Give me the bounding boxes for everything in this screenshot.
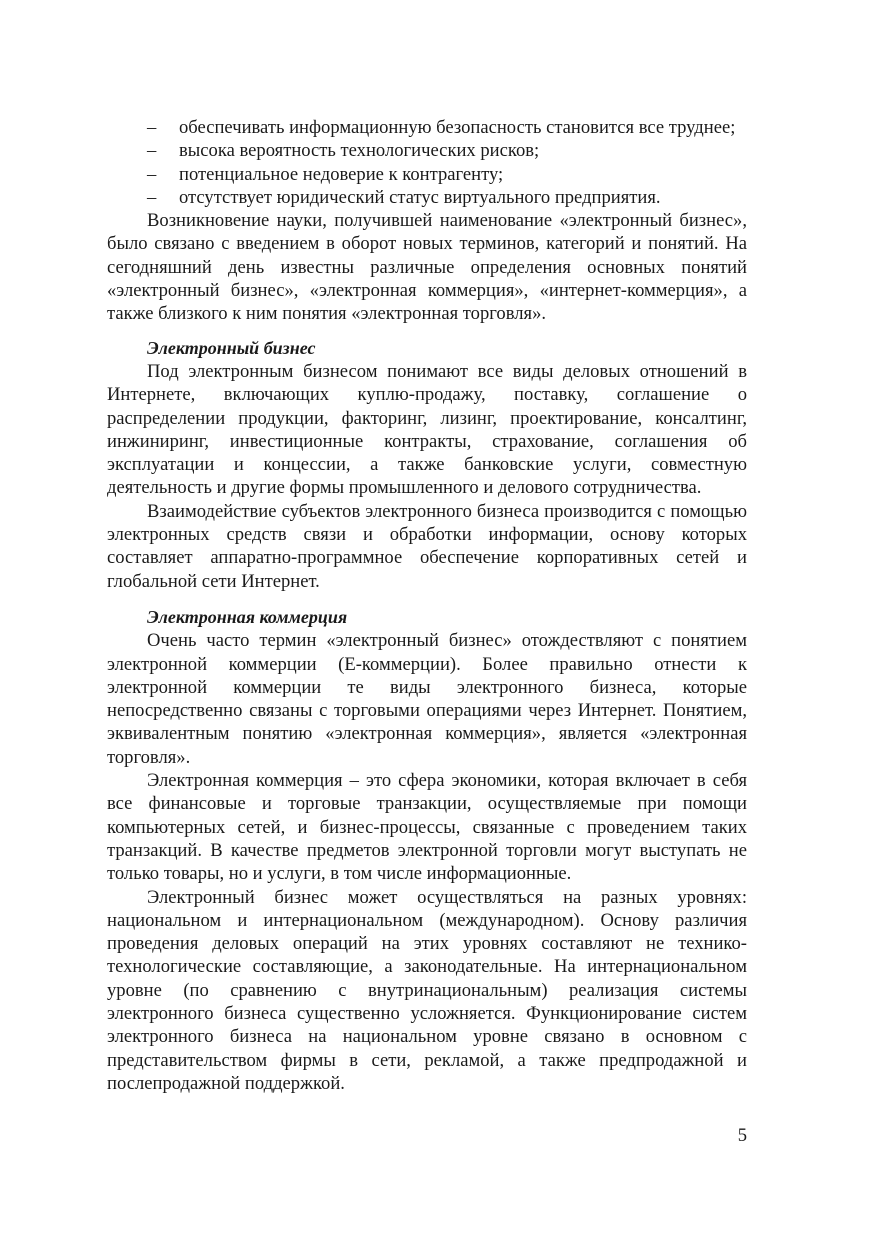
list-item-text: отсутствует юридический статус виртуального предприятия. [179,186,661,208]
list-item [107,186,747,209]
body-paragraph: Очень часто термин «электронный бизнес» отождествляют с понятием электронной коммерции (Е-коммерции). Более правильно отнести к электронной коммерции те виды электронного бизнеса, которые непосредственно связаны с торговыми операциями через Интернет. Понятием, эквивалентным понятию «электронная коммерция», является «электронная торговля». [107,630,747,768]
dash-marker: – [147,163,157,185]
dash-marker: – [147,186,157,208]
list-item [107,116,747,139]
list-item [107,163,747,186]
page-number: 5 [737,1125,747,1146]
body-paragraph: Электронная коммерция – это сфера экономики, которая включает в себя все финансовые и торговые транзакции, осуществляемые при помощи компьютерных сетей, и бизнес-процессы, связанные с проведением таких транзакций. В качестве предметов электронной торговли могут выступать не только товары, но и услуги, в том числе информационные. [107,770,747,885]
body-paragraph: Взаимодействие субъектов электронного бизнеса производится с помощью электронных средств связи и обработки информации, основу которых составляет аппаратно-программное обеспечение корпоративных сетей и глобальной сети Интернет. [107,500,747,592]
dash-marker: – [147,140,157,162]
list-item-text: обеспечивать информационную безопасность становится все труднее; [179,117,736,138]
section-heading-ebusiness: Электронный бизнес [147,337,316,358]
section-heading-ecommerce: Электронная коммерция [147,606,348,627]
document-page [107,116,747,1095]
intro-paragraph: Возникновение науки, получившей наименование «электронный бизнес», было связано с введением в оборот новых терминов, категорий и понятий. На сегодняшний день известны различные определения основных понятий «электронный бизнес», «электронная коммерция», «интернет-коммерция», а также близкого к ним понятия «электронная торговля». [107,210,747,325]
list-item [107,139,747,162]
list-item-text: потенциальное недоверие к контрагенту; [179,163,504,185]
body-paragraph: Под электронным бизнесом понимают все виды деловых отношений в Интернете, включающих куплю-продажу, поставку, соглашение о распределении продукции, факторинг, лизинг, проектирование, консалтинг, инжиниринг, инвестиционные контракты, страхование, соглашения об эксплуатации и концессии, а также банковские услуги, совместную деятельность и другие формы промышленного и делового сотрудничества. [107,360,747,499]
list-item-text: высока вероятность технологических рисков; [179,140,540,162]
body-paragraph: Электронный бизнес может осуществляться на разных уровнях: национальном и интернациональном (международном). Основу различия проведения деловых операций на этих уровнях составляют не технико-технологические составляющие, а законодательные. На интернациональном уровне (по сравнению с внутринациональным) реализация системы электронного бизнеса существенно усложняется. Функционирование систем электронного бизнеса на национальном уровне связано в основном с представительством фирмы в сети, рекламой, а также предпродажной и послепродажной поддержкой. [107,886,747,1094]
dash-marker: – [147,117,157,138]
